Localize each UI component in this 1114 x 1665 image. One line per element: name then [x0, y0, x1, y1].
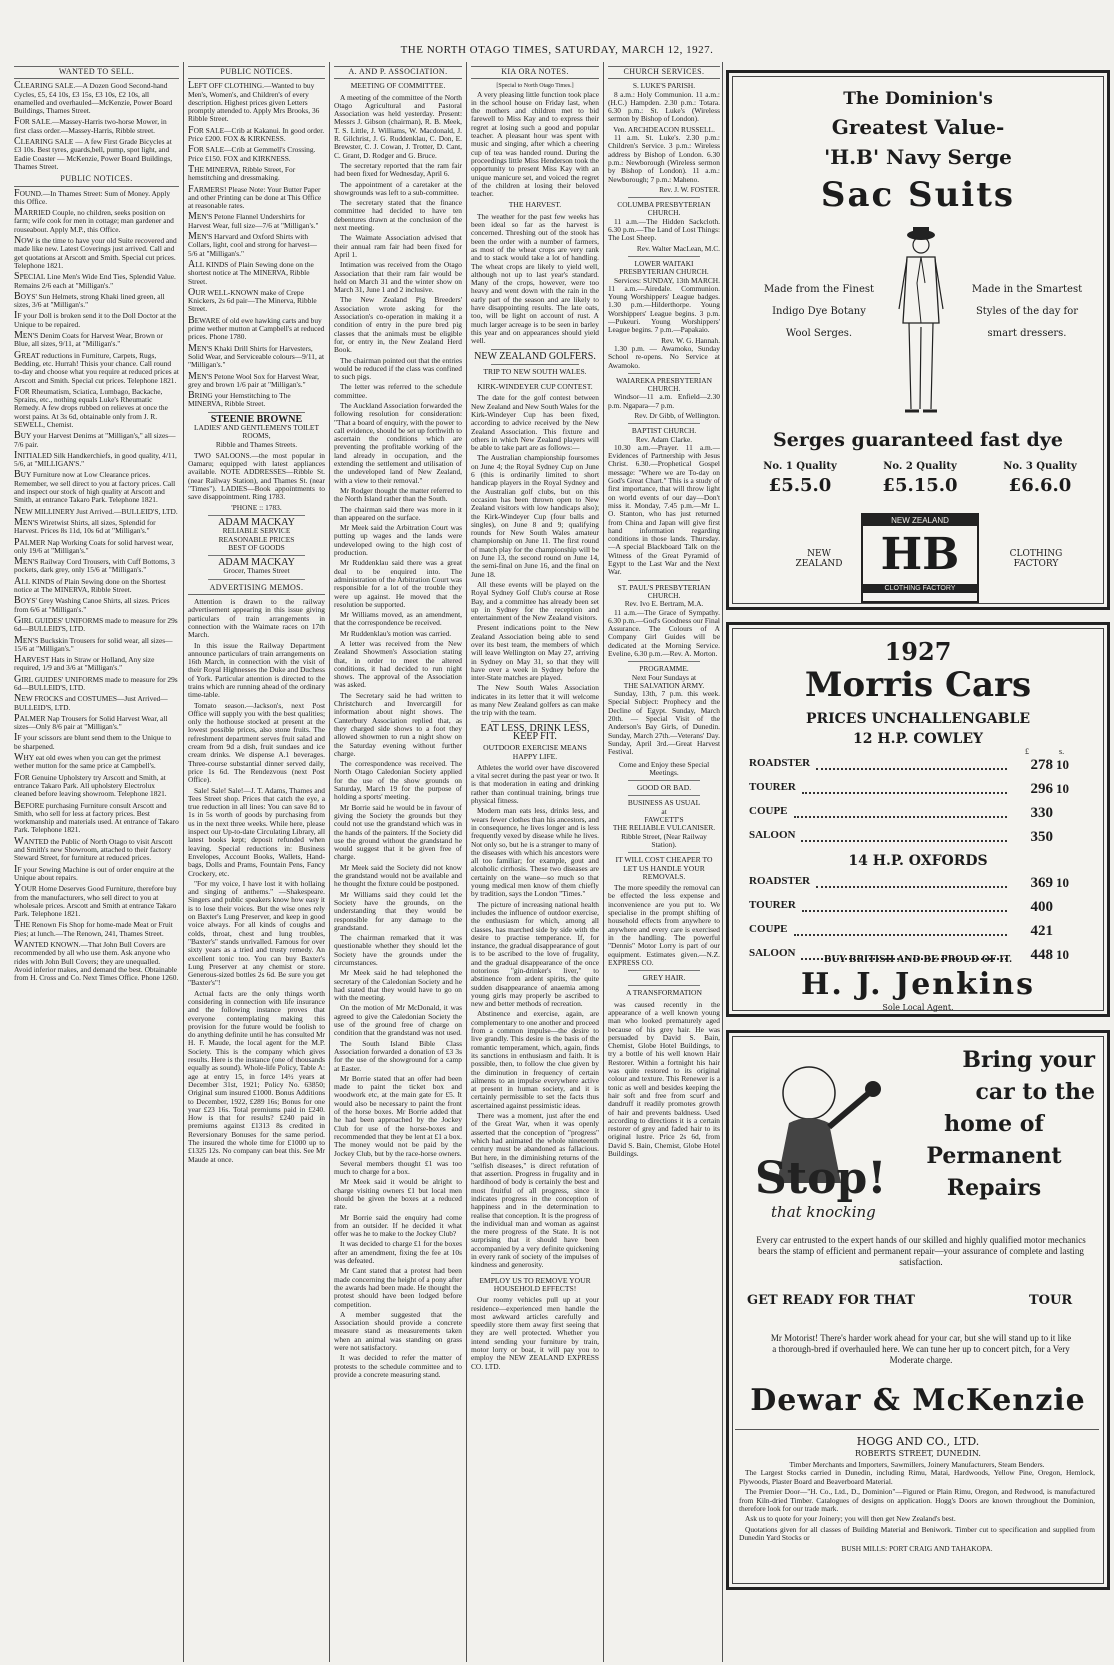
classified-ad: OUR WELL-KNOWN make of Crepe Knickers, 2s 6d pair—The Minerva, Ribble Street. [188, 286, 317, 314]
classified-ad: BUY Furniture now at Low Clearance prices. Remember, we sell direct to you at factory prices. Call and inspect our stock of high quality at Arscott and Smith, at entrance Takaro Park. Telephone 1821. [14, 469, 176, 505]
church-title: WAIAREKA PRESBYTERIAN CHURCH. [616, 375, 712, 394]
ad-side-text: Made in the Smartest Styles of the day for smart dressers. [971, 284, 1083, 339]
paragraph: All these events will be played on the Royal Sydney Golf Club's course at Rose Bay, and a committee has already been set up in Sydney for the reception and entertainment of the New Zealand visitors. [471, 579, 599, 623]
advertising-memo: In this issue the Railway Department announce particulars of train arrangements on 16th March, in connection with the visit of their Royal Highnesses the Duke and Duchess of York. Particular attention is directed to the trains which are running ahead of the ordinary time-table. [188, 640, 325, 700]
column-public-notices [188, 66, 325, 1661]
hogg-body [739, 1461, 1095, 1553]
ad-headline: Repairs [946, 1175, 1042, 1201]
dewar-mckenzie-advert [726, 1030, 1110, 1590]
paragraph: A member suggested that the Association should provide a concrete measure stand as measurements taken when an animal was standing on grass were not satisfactory. [334, 1309, 462, 1353]
classified-ad: MEN'S Khaki Drill Shirts for Harvesters, Solid Wear, and Serviceable colours—9/11, at "Milligan's." [188, 342, 325, 370]
ad-banner: Serges guaranteed fast dye [773, 429, 1063, 451]
model-name: 12 H.P. COWLEY [853, 731, 983, 747]
model-body-type: TOURER [749, 781, 796, 793]
column-rule [603, 62, 604, 1662]
price-pounds: 296 [1030, 781, 1053, 797]
section-heading: GREY HAIR. [642, 973, 686, 983]
classified-ad: MARRIED Couple, no children, seeks position on farm; wife cook for men in cottage; man gardener and rouseabout. Apply M.P., this Office. [14, 207, 174, 234]
ad-headline: TOUR [1029, 1293, 1073, 1308]
paragraph: A letter was received from the New Zealand Showmen's Association stating that, in order to meet the altered conditions, it had decided to run night shows. The approval of the Association was asked. [334, 639, 462, 690]
paragraph: The chairman said there was more in it than appeared on the surface. [334, 504, 462, 522]
paragraph: Our roomy vehicles pull up at your residence—experienced men handle the most awkward articles carefully and speedily store them away first seeing that they are well protected. Whether you intend sending your furniture by train, motor lorry or boat, it will pay you to employ the NEW ZEALAND EXPRESS CO. LTD. [471, 1295, 599, 1371]
hogg-para: Ask us to quote for your Joinery; you will then get New Zealand's best. [745, 1514, 956, 1524]
church-body: Come and Enjoy these Special Meetings. [618, 759, 710, 777]
price-shillings: 10 [1056, 757, 1069, 772]
paragraph: Mr Williams moved, as an amendment, that the correspondence be received. [334, 610, 462, 628]
classified-ad: SPECIAL Line Men's Wide End Ties, Splendid Value. Remains 2/6 each at "Milligan's." [14, 271, 176, 290]
quality-label: No. 2 Quality [883, 461, 957, 472]
price-row [749, 875, 1069, 892]
column-church-services [608, 66, 720, 1661]
model-body-type: COUPE [749, 805, 788, 817]
section-heading: A. AND P. ASSOCIATION. [334, 66, 462, 79]
advertising-memo: Sale! Sale! Sale!—J. T. Adams, Thames and Tees Street shop. Prices that catch the eye, a true reduction in all lines: You can save 8d to 1s in 5s worth of goods by purchasing from us in the next three weeks. While here, please inspect our Up-to-date Circulating Library, all latest books kept; deposit refunded when leaving. Special reductions in: Business Envelopes, Account Books, Wallets, Hand-bags, Dolls and Prams, Fountain Pens, Fancy Crockery, etc. [188, 785, 325, 878]
advertising-memo: Attention is drawn to the railway advertisement appearing in this issue giving particulars of train arrangements in connection with the Waimate races on 17th March. [188, 597, 325, 640]
paragraph: The Australian championship foursomes on June 4; the Royal Sydney Cup on June 6 (this is ordinarily limited to short handicap players in the Royal Sydney and the Australian golf clubs, but on this occasion has been thrown open to New Zealand visitors with low handicaps also); the Kirk-Windeyer Cup (four balls and singles), on June 8 and 9; qualifying rounds for New South Wales amateur championship on June 11. The first round of match play for the championship will be on June 13, the second round on June 14, the semi-final on June 16, and the final on June 18. [471, 453, 599, 579]
paragraph: The secretary reported that the ram fair had been fixed for Wednesday, April 6. [334, 160, 462, 179]
section-heading: PUBLIC NOTICES. [14, 174, 179, 186]
classified-ad: PALMER Nap Working Coats for solid harvest wear, only 19/6 at "Milligan's." [14, 536, 174, 555]
fawcett-line: THE RELIABLE VULCANISER. [612, 823, 716, 833]
church-minister: Rev. Ivo E. Bertram, M.A. [624, 599, 704, 609]
section-heading: NEW ZEALAND GOLFERS. [474, 350, 596, 362]
paragraph: The Auckland Association forwarded the following resolution for consideration: "That a board of enquiry, with the power to call evidence, should be set up forthwith to ascertain the conditions which are preventing the profitable working of the land already in occupation, and the extending the settlement and utilisation of the undeveloped land of New Zealand, with a view to their removal." [334, 400, 462, 485]
classified-ad: ALL KINDS of Plain Sewing done on the shortest notice at The MINERVA, Ribble Street. [188, 258, 314, 286]
fawcett-line: FAWCETT'S [644, 815, 684, 825]
paragraph: Mr Meek said the Society did not know the grandstand would not be available and he thought the fixture could be postponed. [334, 862, 462, 889]
paragraph: The more speedily the removal can be effected the less expense and inconvenience are you put to. We specialise in the prompt shifting of household effects from anywhere to anywhere and every care is exercised in the handling. The powerful "Dennis" Motor Lorry is part of our equipment. Estimates given.—N.Z. EXPRESS CO. [608, 883, 720, 967]
church-title: BAPTIST CHURCH. [631, 426, 697, 436]
section-heading: KIA ORA NOTES. [471, 66, 599, 79]
price-shillings [1053, 829, 1069, 846]
section-subheading: KIRK-WINDEYER CUP CONTEST. [477, 382, 593, 392]
paragraph: There was a moment, just after the end of the Great War, when it was openly asserted that the conception of "progress" which had animated the whole nineteenth century must be abandoned as fallacious. But here, in the diminishing returns of the "selfish diseases," is direct refutation of that assertion. Progress in frugality and in hardihood of body is certainly the best and most fruitful of all progress, since it indicates progress in the conception of happiness and in the determination to realise that conception. It is the progress of the individual man and woman as against the mere progress of the State. It is not surprising that it should have been accompanied by a very definite quickening in every rank of society of the impulses of kindness and generosity. [471, 1111, 599, 1270]
price-shillings: 10 [1056, 781, 1069, 796]
classified-ad: PALMER Nap Trousers for Solid Harvest Wear, all sizes—Only 8/6 pair at "Milligan's." [14, 712, 168, 732]
paragraph: A very pleasing little function took place in the school house on Friday last, when the mothers and children met to bid farewell to Miss Kay and to express their regret at losing such a good and popular teacher. A pleasant hour was spent with music and singing, after which a cheering cup of tea was handed round. During the proceedings little Miss Henderson took the opportunity to present Miss Kay with an unique manicure set, and voiced the regret of the children at losing their beloved teacher. [471, 89, 599, 199]
classified-ad: IF your scissors are blunt send them to the Unique to be sharpened. [14, 732, 172, 751]
column-rule [722, 62, 723, 1662]
stop-sign-illustration [749, 1053, 899, 1223]
section-subheading: THE HARVEST. [508, 200, 562, 210]
hb-logo-mark: HB [880, 529, 960, 580]
ad-year: 1927 [884, 637, 952, 666]
section-heading: EMPLOY US TO REMOVE YOUR HOUSEHOLD EFFECTS! [479, 1275, 591, 1293]
church-body: Windsor—11 a.m. Enfield—2.30 p.m. Ngapara—7 p.m. [608, 392, 720, 410]
paragraph: The letter was referred to the schedule committee. [334, 382, 462, 400]
paragraph: Mr Ruddenklau said there was a great deal to be enquired into. The administration of the Arbitration Court was responsible for a lot of the trouble they were up against. He moved that the resolution be supported. [334, 558, 462, 609]
classified-ad: BEFORE purchasing Furniture consult Arscott and Smith, who sell for less at factory prices. Best workmanship and materials used. At entrance of Takaro Park. Telephone 1821. [14, 799, 179, 835]
church-body: Services: SUNDAY, 13th MARCH. 11 a.m.—Airedale. Communion. Young Worshippers' League badges. 1.30 p.m.—Hilderthorpe. Young Worshippers' League begins. 3 p.m.—Pukeuri. Young Worshippers' League begins. 7 p.m.—Papakaio. [608, 275, 720, 335]
hogg-para: The Premier Door—"H. Co., Ltd., D., Dominion"—Figured or Plain Rimu, Oregon, and Redwood, is manufactured from Kiln-dried Timber. Catalogues of designs on application. Hogg's Doors are known throughout the Dominion, therefore look for our trade mark. [739, 1487, 1095, 1514]
paragraph: The appointment of a caretaker at the showgrounds was left to a sub-committee. [334, 179, 462, 197]
church-body: Sunday, 13th, 7 p.m. this week. Special Subject: Prophecy and the Decline of Egypt. Sunday, March 20th. — Special Visit of the Anderson's Bay Girls, of Dunedin. Sunday, March 27th.—Veterans' Day. Sunday, April 3rd.—Great Harvest Festival. [608, 689, 720, 757]
ad-headline: Bring your [962, 1047, 1095, 1073]
classified-ad: GIRL GUIDES' UNIFORMS made to measure for 29s 6d—BULLEID'S, LTD. [14, 614, 178, 634]
section-heading: IT WILL COST CHEAPER TO LET US HANDLE YOUR REMOVALS. [615, 855, 713, 881]
section-subheading: A TRANSFORMATION [625, 988, 703, 998]
paragraph: Mr Borrie said the enquiry had come from an outsider. If he decided it what offer was he to make to the Jockey Club? [334, 1212, 462, 1239]
ad-sub: PRICES UNCHALLENGABLE [805, 711, 1031, 727]
paragraph: Present indications point to the New Zealand Association being able to send over its best team, the members of which will leave Wellington on May 27, arriving in Sydney on May 31, so that they will have over a week in Sydney before the inter-State matches are played. [471, 623, 599, 683]
section-heading: WANTED TO SELL. [14, 66, 179, 79]
church-minister: Rev. Dr Gibb, of Wellington. [634, 410, 720, 420]
classified-ad: FOR SALE—Crib at Gemmell's Crossing. Price £150. FOX and KIRKNESS. [188, 144, 316, 163]
classified-ad: GIRL GUIDES' UNIFORMS made to measure for 29s 6d—BULLEID'S, LTD. [14, 673, 178, 692]
model-body-type: ROADSTER [749, 757, 811, 769]
classified-ad: THE Renown Fis Shop for home-made Meat or Fruit Pies; at lunch.—The Renown, 241, Thames Street. [14, 919, 173, 938]
church-body: 8 a.m.: Holy Communion. 11 a.m.: (H.C.) Hampden. 2.30 p.m.: Totara. 6.30 p.m.: St. Luke's (Wireless sermon by Bishop of London). [608, 89, 720, 124]
section-heading: ADVERTISING MEMOS. [188, 583, 325, 595]
pounds-label: £ [1025, 747, 1029, 756]
hb-logo-bottom: CLOTHING FACTORY [863, 584, 977, 593]
price-pounds: 448 [1030, 947, 1053, 963]
classified-ad: BUY your Harvest Denims at "Milligan's," all sizes—7/6 pair. [14, 430, 176, 449]
section-heading: EAT LESS, DRINK LESS, KEEP FIT. [480, 722, 590, 742]
advertising-memo: "For my voice, I have lost it with hollaing and singing of anthems." —Shakespeare. Singers and public speakers know how easy it is to lose their voices. But the wise ones rely on Baxter's Lung Preserver, and keep in good voice always. For all kinds of coughs and colds, throat, chest and lung troubles, "Baxter's" stands unrivalled. Famous for over sixty years as a tried and trusty remedy. An excellent tonic too. You can buy Baxter's Lung Preserver at any chemist or store. Generous-sized bottles 2s 6d. Be sure you get "Baxter's"! [188, 878, 325, 988]
classified-ad: IF your Doll is broken send it to the Doll Doctor at the Unique to be repaired. [14, 310, 177, 329]
paragraph: Mr Meek said the Arbitration Court was putting up wages and the lands were undeveloped owing to the high cost of production. [334, 523, 462, 558]
price-pounds: 421 [1030, 923, 1053, 939]
ad-headline: home of [944, 1111, 1044, 1137]
advertising-memo: Tomato season.—Jackson's, next Post Office will supply you with the best qualities; only the hothouse stocked at present at the lowest possible prices, also stone fruits. The refreshment department serves fruit salad and cream from 9d a dish, fruit sundaes and ice cream drinks. We dispense A.1 beverages. Three-course substantial dinner served daily, price 1s 6d. The Rendezvous (next Post Office). [188, 700, 325, 785]
paragraph: Several members thought £1 was too much to charge for a box. [334, 1158, 462, 1177]
stop-text: Stop! [755, 1153, 887, 1204]
paragraph: The secretary stated that the finance committee had decided to have ten debentures drawn at the conclusion of the next meeting. [334, 198, 462, 233]
classified-ad: WHY eat old ewes when you can get the primest wether mutton for the same price at Campbell's. [14, 752, 161, 771]
classified-ad: FOR Rheumatism, Sciatica, Lumbago, Backache, Sprains, etc., nothing equals Luke's Rheumatic Remedy. A few drops rubbed on relieves at once the worst pains. At 3s 6d, obtainable only from J. R. SEWELL, Chemist. [14, 385, 168, 429]
price-shillings [1053, 899, 1069, 916]
classified-ad: BOYS' Grey Washing Canoe Shirts, all sizes. Prices from 6/6 at "Milligan's." [14, 595, 170, 614]
price-pounds: 400 [1030, 899, 1053, 915]
price-pounds: 350 [1030, 829, 1053, 845]
paragraph: The New South Wales Association indicates in its letter that it will welcome as many New Zealand golfers as can make the trip with the team. [471, 683, 599, 718]
paragraph: The chairman remarked that it was questionable whether they should let the Society have the grounds under the circumstances. [334, 933, 462, 967]
classified-ad: YOUR Home Deserves Good Furniture, therefore buy from the manufacturers, who sell direct to you at wholesale prices. Arscott and Smith at entrance Takaro Park. Telephone 1821. [14, 883, 177, 919]
price-shillings: 10 [1056, 947, 1069, 962]
classified-ad: THE MINERVA, Ribble Street, For hemstitching and dressmaking. [188, 163, 296, 183]
classified-ad: FOR Genuine Upholstery try Arscott and Smith, at entrance Takaro Park. All upholstery Electrolux cleaned before leaving showroom. Telephone 1821. [14, 771, 167, 799]
hb-logo-top: NEW ZEALAND [863, 515, 977, 526]
ad-side-text: Made from the Finest Indigo Dye Botany Wool Serges. [763, 284, 875, 339]
paragraph: Mr Borrie said he would be in favour of giving the Society the grounds but they could not use the grandstand which was in the hands of the painters. If the Society did use the ground without the grandstand he would suggest that it be given free of charge. [334, 802, 462, 862]
price-row [749, 899, 1069, 916]
paragraph: The picture of increasing national health includes the influence of outdoor exercise, the enthusiasm for which, among all classes, has marched side by side with the desire to practise temperance. If, for instance, the gradual disappearance of gout is to be ascribed to the love of frugality, and the gradual disappearance of the once notorious "gin-drinker's liver," to abstinence from ardent spirits, the quite sudden disappearance of anaemia among young girls may properly be ascribed to new and better methods of recreation. [471, 899, 599, 1009]
price-row [749, 781, 1069, 798]
church-minister: Rev. J. W. FOSTER. [659, 184, 720, 194]
section-heading: CHURCH SERVICES. [608, 66, 720, 79]
church-title: ST. PAUL'S PRESBYTERIAN CHURCH. [617, 582, 711, 600]
paragraph: was caused recently in the appearance of a well known young man who looked prematurely aged because of his grey hair. He was persuaded by David S. Bain, Chemist, Globe Hotel Buildings, to try a bottle of his well known Hair Restorer. Within a fortnight his hair was quite restored to its original colour and texture. This Renewer is a tonic as well and besides keeping the hair soft and free from scurf and dandruff it readily promotes growth of hair and prevents baldness. Used according to directions it is a certain restorer of grey and faded hair to its original lustre. Price 2s 6d, from David S. Bain, Chemist, Globe Hotel Buildings. [608, 999, 720, 1159]
church-title: S. LUKE'S PARISH. [632, 81, 696, 91]
quality-label: No. 3 Quality [1003, 461, 1077, 472]
dealer-name: H. J. Jenkins [801, 967, 1035, 1002]
ad-headline: 'H.B' Navy Serge [824, 145, 1012, 169]
price-row [749, 757, 1069, 774]
church-title: COLUMBA PRESBYTERIAN CHURCH. [617, 200, 711, 218]
classified-ad: MEN'S Harvard and Oxford Shirts with Collars, light, cool and strong for harvest—5/6 at "Milligan's." [188, 231, 317, 258]
paragraph: Mr Williams said they could let the Society have the grounds, on the understanding that they would be responsible for any damage to the grandstand. [334, 889, 462, 932]
column-rule [329, 62, 330, 1662]
classified-ad: BRING your Hemstitching to The MINERVA, Ribble Street. [188, 390, 291, 409]
shillings-label: s. [1059, 747, 1065, 756]
steenie-body: TWO SALOONS.—the most popular in Oamaru; equipped with latest appliances available. NOTE ADDRESSES—Ribble St. (near Railway Station), and Thames St. (near "Times"). LADIES—Book appointments to save disappointment. Ring 1783. [188, 450, 325, 502]
paragraph: It was decided to charge £1 for the boxes after an amendment, fixing the fee at 10s was defeated. [334, 1239, 462, 1266]
price-shillings [1053, 923, 1069, 940]
section-subheading: MEETING OF COMMITTEE. [350, 81, 446, 91]
man-in-suit-illustration [889, 223, 953, 423]
church-title: PROGRAMME. [639, 664, 689, 674]
classified-ad: MEN'S Petone Flannel Undershirts for Harvest Wear, full size—7/6 at "Milligan's." [188, 211, 319, 230]
price-pounds: 369 [1030, 875, 1053, 891]
quality-price: £6.6.0 [1008, 475, 1072, 496]
church-minister: Rev. W. G. Hannah. [661, 335, 720, 345]
ad-headline: The Dominion's [843, 89, 993, 109]
adam-mackay-sub: Grocer, Thames Street [223, 566, 290, 576]
paragraph: The date for the golf contest between New Zealand and New South Wales for the Kirk-Windeyer Cup has been fixed, according to advice received by the New Zealand Association. This fixture and others in which New Zealand players will be able to take part are as follows:— [471, 393, 599, 453]
church-sub: THE SALVATION ARMY. [623, 680, 705, 690]
church-body: 11 a.m. St. Luke's. 2.30 p.m.: Children's Service. 3 p.m.: Wireless address by Bishop of London. 6.30 p.m.: Newborough (Wireless sermon by Bishop of London). 11 a.m.: Newborough; 7 p.m.: Maheno. [608, 133, 720, 184]
quality-price: £5.15.0 [882, 475, 958, 496]
section-subheading: TRIP TO NEW SOUTH WALES. [483, 366, 587, 376]
model-body-type: COUPE [749, 923, 788, 935]
column-wanted-to-sell [14, 66, 179, 1661]
model-body-type: ROADSTER [749, 875, 811, 887]
ad-headline: GET READY FOR THAT [747, 1293, 915, 1308]
paragraph: The New Zealand Pig Breeders' Association wrote asking for the Association's co-operation in making it a condition of entry in the pure bred pig classes that the animals must be eligible for, or entry in, the New Zealand Herd Book. [334, 295, 462, 355]
classified-ad: MEN'S Railway Cord Trousers, with Cuff Bottoms, 3 pockets, dark grey, only 15/6 at "Milligan's." [14, 556, 176, 575]
knocking-text: that knocking [771, 1203, 876, 1221]
hogg-address: ROBERTS STREET, DUNEDIN. [855, 1449, 981, 1458]
masthead: THE NORTH OTAGO TIMES, SATURDAY, MARCH 12, 1927. [400, 44, 714, 56]
price-pounds: 278 [1030, 757, 1053, 773]
ad-body: Every car entrusted to the expert hands of our skilled and highly qualified motor mechanics bears the stamp of efficient and permanent repair—your assurance of complete and lasting satisfaction. [756, 1235, 1086, 1267]
classified-ad: CLEARING SALE.—A Dozen Good Second-hand Cycles, £5, £4 10s, £3 15s, £3 10s, £2 10s, all enamelled and overhauled—McKenzie, Power Board Buildings, Thames Street. [14, 80, 173, 116]
church-minister: Rev. Adam Clarke. [635, 434, 693, 444]
church-body: 10.30 a.m.—Prayer. 11 a.m.—Evidences of Partnership with Jesus Christ. 6.30.—Prophetical Gospel message: "Where we are To-day on God's Great Chart." This is a study of first importance, that will throw light on world events of our day—Don't miss it. Monday, 7.45 p.m.—Mr L. O. Stanton, who has just returned from China and Japan will give first hand information regarding conditions in those lands. Thursday.—A special Blackboard Talk on the Witness of the Great Pyramid of Egypt to the Last War and the Next War. [608, 442, 720, 577]
column-a-and-p [334, 66, 462, 1661]
church-sub: Next Four Sundays at [631, 672, 697, 682]
church-body: 11 a.m.—The Hidden Sackcloth. 6.30 p.m.—The Land of Lost Things: The Lost Sheep. [608, 216, 720, 243]
classified-ad: MEN'S Buckskin Trousers for solid wear, all sizes—15/6 at "Milligan's." [14, 634, 173, 653]
paragraph: Mr Meek said he had telephoned the secretary of the Caledonian Society and he had stated that they would have to go on with the meeting. [334, 968, 462, 1003]
price-row [749, 805, 1069, 822]
firm-name: Dewar & McKenzie [750, 1383, 1086, 1418]
paragraph: Mr Cant stated that a protest had been made concerning the height of a pony after the awards had been made. He thought the protest should have been lodged before competition. [334, 1266, 462, 1309]
model-body-type: SALOON [749, 947, 796, 959]
paragraph: The correspondence was received. The North Otago Caledonian Society applied for the use of the show grounds on Saturday, March 19 for the purpose of holding a sports' meeting. [334, 759, 462, 802]
column-kia-ora [471, 66, 599, 1661]
classified-ad: WANTED KNOWN.—That John Bull Covers are recommended by all who use them. Ask anyone who rides with John Bull Covers; they are unequalled. Avoid inferior makes, and demand the best. Obtainable from H. Cross and Co. Next Times Office. Phone 1260. [14, 939, 179, 983]
church-body: 1.30 p.m. — Awamoko, Sunday School re-opens. No Service at Awamoko. [608, 343, 720, 370]
quality-price: £5.5.0 [768, 475, 832, 496]
price-pounds: 330 [1030, 805, 1053, 821]
classified-ad: BEWARE of old ewe hawking carts and buy prime wether mutton at Campbell's at reduced prices. Phone 1780. [188, 314, 325, 342]
paragraph: A meeting of the committee of the North Otago Agricultural and Pastoral Association was held yesterday. Present: Messrs J. Gibson (chairman), R. B. Meek, T. S. Little, J. Williams, W. Macdonald, J. R. Gilchrist, J. G. Ruddenklau, C. Don, E. Brewster, C. J. Cowan, J. Trotter, D. Cant, C. Grant, D. Rodger and G. Bruce. [334, 92, 462, 160]
ad-headline: Permanent [926, 1143, 1062, 1169]
classified-ad: BOYS' Sun Helmets, strong Khaki lined green, all sizes, 3/6 at "Milligan's." [14, 290, 165, 310]
buy-british: BUY BRITISH AND BE PROUD OF IT. [823, 955, 1013, 965]
fawcett-line: at [661, 806, 667, 816]
classified-ad: FOR SALE—Crib at Kakanui. In good order. Price £200. FOX & KIRKNESS. [188, 124, 325, 144]
fawcett-line: BUSINESS AS USUAL [627, 798, 701, 808]
logo-side-text: CLOTHING FACTORY [1009, 549, 1063, 569]
paragraph: Abstinence and exercise, again, are complementary to one another and proceed from a common impulse—the desire to live grandly. This desire is the basis of the romantic temperament, which, again, finds its sanctions in enthusiasm and faith. It is possible, then, to follow the clue given by the diminution in frequency of certain ailments to an impulse everywhere active at present in human society, and it is certainly permissible to set the facts thus ascertained against pessimistic ideas. [471, 1009, 599, 1110]
classified-ad: MEN'S Denim Coats for Harvest Wear, Brown or Blue, all sizes, 9/11, at "Milligan's." [14, 330, 163, 349]
steenie-addr: Ribble and Thames Streets. [215, 439, 298, 449]
church-title: LOWER WAITAKI PRESBYTERIAN CHURCH. [619, 258, 709, 277]
hogg-para: The Largest Stocks carried in Dunedin, including Rimu, Matai, Hardwoods, Yellow Pine, Oregon, Hemlock, Plywoods, Plaster Board and Beaverboard Material. [739, 1468, 1095, 1486]
ad-headline: car to the [975, 1079, 1095, 1105]
paragraph: Mr Rodger thought the matter referred to the North Island rather than the South. [334, 485, 462, 504]
paragraph: Mr Meek said it would be alright to charge visiting owners £1 but local men should be given the boxes at a reduced rate. [334, 1177, 462, 1212]
fawcett-line: Ribble Street, (Near Railway Station). [621, 831, 707, 849]
ad-headline: Sac Suits [820, 175, 1016, 215]
paragraph: On the motion of Mr McDonald, it was agreed to give the Caledonian Society the use of the ground free of charge on condition that the grandstand was not used. [334, 1003, 462, 1038]
adam-mackay-title: ADAM MACKAY [218, 557, 295, 569]
adam-mackay-line: REASONABLE PRICES [218, 534, 295, 544]
logo-side-text: NEW ZEALAND [795, 549, 843, 569]
church-minister: Ven. ARCHDEACON RUSSELL. [613, 124, 715, 134]
classified-ad: IF your Sewing Machine is out of order enquire at the Unique about repairs. [14, 863, 175, 882]
model-body-type: SALOON [749, 829, 796, 841]
price-row [749, 923, 1069, 940]
paragraph: The South Island Bible Class Association forwarded a donation of £3 3s for the use of the showground for a camp at Easter. [334, 1038, 462, 1073]
ad-headline: Greatest Value- [831, 115, 1005, 139]
paragraph: The Waimate Association advised that their annual ram fair had been fixed for April 1. [334, 233, 462, 259]
classified-ad: NEW MILLINERY Just Arrived.—BULLEID'S, LTD. [14, 505, 178, 517]
price-shillings: 10 [1056, 875, 1069, 890]
advertising-memo: Actual facts are the only things worth considering in connection with life insurance and the following instance proves that everyone contemplating making this provision for the future would be foolish to do anything definite until he has consulted Mr H. F. Maude, the local agent for the M.P. Society. This is the company which gives results. Here is the instance (one of thousands equally as sound). Whole-life Policy, Table A: age at entry 15, in force 14½ years at December 31st, 1921; Policy No. 63850; Original sum insured £1000. Bonus Additions to December, 1922, £289 16s; Bonus for one year £23 16s. Total premiums paid in £240. How is that for results? £240 paid in premiums against £1313 8s credited in Reversionary Bonuses for the same period. The insured the whole time for £1000 up to £1325 12s. No company can beat this. See Mr Maude at once. [188, 988, 325, 1164]
paragraph: Modern man eats less, drinks less, and wears fewer clothes than his ancestors, and in consequence, he lives longer and is less frequently vexed by disease while he lives. Not only so, but he is a stranger to many of the diseases with which his ancestors were all too familiar; for example, gout and alcoholic cirrhosis. These two diseases are certainly on the wane—so much so that young medical men know of them chiefly by tradition, says the London "Times." [471, 806, 599, 899]
church-minister: Rev. Walter MacLean, M.C. [636, 243, 720, 253]
church-body: 11 a.m.—The Grace of Sympathy. 6.30 p.m.—God's Goodness our Final Assurance. The Colours of A Company Girl Guides will be dedicated at the Morning Service. Eveline, 6.30 p.m.—Rev. A. Morton. [608, 607, 720, 658]
classified-ad: FOUND.—In Thames Street: Sum of Money. Apply this Office. [14, 187, 171, 206]
steenie-sub: LADIES' AND GENTLEMEN'S TOILET ROOMS, [194, 422, 319, 441]
model-body-type: TOURER [749, 899, 796, 911]
hogg-para: Quotations given for all classes of Building Material and Beniwork. Timber cut to specification and supplied from Dunedin Yard Stocks or [739, 1524, 1095, 1543]
classified-ad: FOR SALE.—Massey-Harris two-horse Mower, in first class order.—Massey-Harris, Ribble street. [14, 116, 167, 135]
classified-ad: NOW is the time to have your old Suite recovered and made like new. Latest Coverings just arrived. Call and get quotations at Arscott and Smith. Special cut prices. Telephone 1821. [14, 235, 177, 270]
classified-ad: NEW FROCKS and COSTUMES—Just Arrived—BULLEID'S, LTD. [14, 693, 168, 712]
steenie-title: STEENIE BROWNE [210, 413, 303, 425]
paragraph: It was decided to refer the matter of protests to the schedule committee and to provide a concrete measuring stand. [334, 1353, 462, 1379]
adam-mackay-title: ADAM MACKAY [218, 516, 295, 528]
classified-ad: INITIALED Silk Handkerchiefs, in good quality, 4/11, 5/6, at "MILLIGAN'S." [14, 449, 177, 469]
classified-ad: FARMERS! Please Note: Your Butter Paper and other Printing can be done at This Office at reasonable rates. [188, 183, 322, 211]
price-shillings [1053, 805, 1069, 822]
special-note: [Special to North Otago Times.] [496, 83, 574, 90]
classified-ad: GREAT reductions in Furniture, Carpets, Rugs, Bedding, etc. Hurrah! Thisis your chance. Call round to-day and choose what you require at reduced prices at Arscott and Smith. Special cut prices. Telephone 1821. [14, 349, 179, 385]
paragraph: The weather for the past few weeks has been ideal so far as the harvest is concerned. Threshing out of the stook has been the order with a number of farmers, as most of the wheat crops are very rank and to stack would take a lot of handling. The wheat crops are likely to yield well, although not up to last year's standard. Many of the crops, however, were too heavy and went down with the rain in the early part of the season and are likely to have disappointing results. The late oats, too, will be light on account of rust. A much larger acreage is to be seen in barley this year and on appearances should yield well. [471, 211, 599, 346]
hogg-title: HOGG AND CO., LTD. [856, 1435, 980, 1448]
hb-logo [861, 513, 979, 603]
quality-label: No. 1 Quality [763, 461, 837, 472]
hogg-mills: BUSH MILLS: PORT CRAIG AND TAHAKOPA. [841, 1543, 993, 1553]
model-name: 14 H.P. OXFORDS [848, 853, 988, 869]
steenie-phone: 'PHONE :: 1783. [231, 502, 282, 512]
paragraph: Mr Borrie stated that an offer had been made to paint the ticket box and woodwork etc, at the main gate for £5. It would also be necessary to paint the front of the horse boxes. Mr Borrie added that he had been approached by the Jockey Club for use of the horse-boxes and recommended that they be lent at £1 a box. The money would not be paid by the Jockey Club, but by the race-horse owners. [334, 1073, 462, 1158]
classified-ad: MEN'S Petone Wool Sox for Harvest Wear, grey and brown 1/6 pair at "Milligan's." [188, 370, 320, 389]
paragraph: Intimation was received from the Otago Association that their ram fair would be held on March 31 and the winter show on March 31, June 1 and 2 inclusive. [334, 260, 462, 295]
column-rule [466, 62, 467, 1662]
adam-mackay-line: RELIABLE SERVICE [222, 526, 291, 536]
hb-suits-advert [726, 70, 1110, 610]
price-row [749, 829, 1069, 846]
classified-ad: MEN'S Wiretwist Shirts, all sizes, Splendid for Harvest. Prices 8s 11d, 10s 6d at "Milligan's." [14, 516, 156, 536]
classified-ad: ALL KINDS of Plain Sewing done on the Shortest notice at The MINERVA, Ribble Street. [14, 575, 166, 595]
paragraph: The chairman pointed out that the entries would be reduced if the class was confined to such pigs. [334, 355, 462, 382]
section-subheading: OUTDOOR EXERCISE MEANS HAPPY LIFE. [483, 743, 587, 761]
paragraph: Mr Ruddenklau's motion was carried. [340, 628, 452, 638]
classified-ad: WANTED the Public of North Otago to visit Arscott and Smith's new Showroom, attached to their factory Steward Street, for furniture at reduced prices. [14, 835, 173, 863]
classified-ad: LEFT OFF CLOTHING.—Wanted to buy Men's, Women's, and Children's of every description. Highest prices given Letters promptly attended to. Apply Mrs Brooks, 36 Ribble Street. [188, 80, 320, 124]
ad-headline: Morris Cars [804, 665, 1032, 705]
classified-ad: HARVEST Hats in Straw or Holland, Any size required, 1/9 and 3/6 at "Milligan's." [14, 654, 155, 673]
section-heading: GOOD OR BAD. [636, 783, 692, 793]
ad-body: Mr Motorist! There's harder work ahead for your car, but she will stand up to it like a thorough-bred if overhauled here. We can tune her up to concert pitch, for a Very Moderate charge. [770, 1333, 1072, 1365]
section-heading: PUBLIC NOTICES. [188, 66, 325, 79]
hogg-sub: Timber Merchants and Importers, Sawmillers, Joinery Manufacturers, Steam Benders. [789, 1460, 1045, 1469]
morris-cars-advert [726, 622, 1110, 1017]
adam-mackay-line: BEST OF GOODS [228, 542, 285, 552]
paragraph: The Secretary said he had written to Christchurch and Invercargill for information about night shows. The Canterbury Association replied that, as they charged side shows to a foot they allowed showmen to run a night show on the Saturday evening without further charge. [334, 690, 462, 758]
paragraph: Athletes the world over have discovered a vital secret during the past year or two. It is that moderation in eating and drinking rather than continual training, brings true physical fitness. [471, 762, 599, 806]
classified-ad: CLEARING SALE — A few First Grade Bicycles at £3 10s. Best tyres, guards,bell, pump, spot light, and Eadie Coaster — McKenzie, Power Board Buildings, Thames Street. [14, 136, 173, 171]
agent-label: Sole Local Agent. [882, 1003, 954, 1012]
column-rule [183, 62, 184, 1662]
